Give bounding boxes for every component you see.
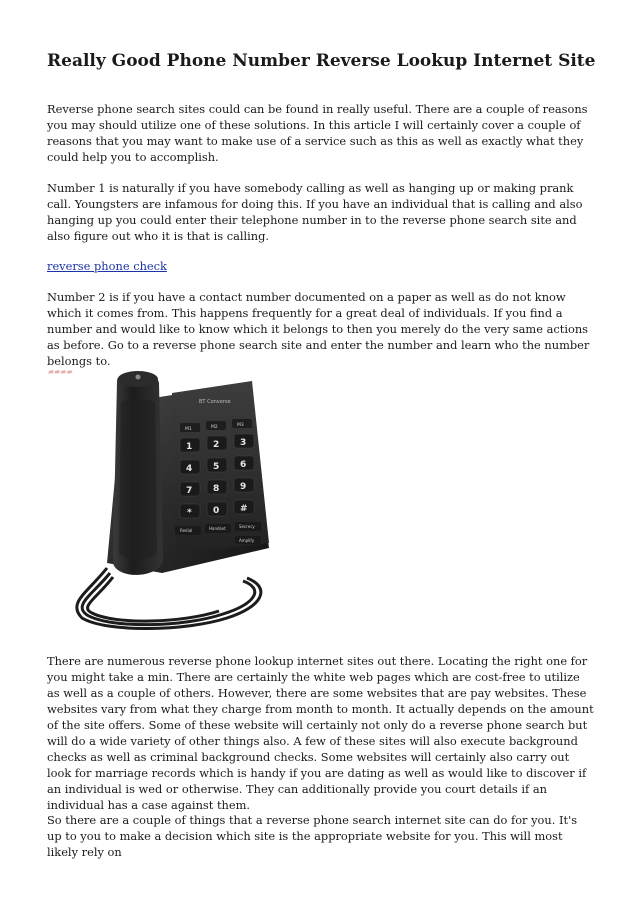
svg-text:Amplify: Amplify <box>239 538 255 543</box>
svg-text:0: 0 <box>213 506 220 516</box>
svg-text:3: 3 <box>240 438 247 448</box>
link-paragraph <box>47 258 595 274</box>
telephone-photo <box>47 363 282 635</box>
brand-label: BT Converse <box>199 399 231 405</box>
paragraph-lookup-sites: There are numerous reverse phone lookup internet sites out there. Locating the right one for you might take a min. There are certainly the white web pages which are cost-free to utilize as well as a couple of others. However, there are some websites that are pay websites. These websites vary from what they charge from month to month. It actually depends on the amount of the site offers. Some of these website will certainly not only do a reverse phone search but will do a wide variety of other things also. A few of these sites will also execute background checks as well as criminal background checks. Some websites will certainly also carry out look for marriage records which is handy if you are dating as well as would like to discover if an individual is wed or otherwise. They can additionally provide you court details if an individual has a case against them. <box>47 654 594 812</box>
svg-text:9: 9 <box>240 482 247 492</box>
paragraph-reason-one: Number 1 is naturally if you have somebody calling as well as hanging up or making prank call. Youngsters are infamous for doing this. If you have an individual that is calling and also hanging up you could enter their telephone number in to the reverse phone search site and also figure out who it is that is calling. <box>47 181 583 243</box>
reverse-phone-check-link[interactable]: reverse phone check <box>47 259 167 273</box>
svg-text:*: * <box>187 508 192 518</box>
svg-text:2: 2 <box>213 440 220 450</box>
svg-text:1: 1 <box>186 442 193 452</box>
paragraph-reason-two: Number 2 is if you have a contact number documented on a paper as well as do not know which it comes from. This happens frequently for a great deal of individuals. If you find a number and would like to know which it belongs to then you merely do the very same actions as before. Go to a reverse phone search site and enter the number and learn who the number belongs to. <box>47 290 590 368</box>
svg-text:Handset: Handset <box>209 526 226 531</box>
paragraph-intro: Reverse phone search sites could can be found in really useful. There are a couple of reasons you may should utilize one of these solutions. In this article I will certainly cover a couple of reasons that you may want to make use of a service such as this as well as exactly what they could help you to accomplish. <box>47 102 588 164</box>
svg-text:M1: M1 <box>185 427 192 432</box>
svg-text:6: 6 <box>240 460 247 470</box>
svg-text:8: 8 <box>213 484 220 494</box>
svg-text:5: 5 <box>213 462 220 472</box>
svg-text:Secrecy: Secrecy <box>239 524 255 529</box>
paragraph-conclusion: So there are a couple of things that a reverse phone search internet site can do for you. It's up to you to make a decision which site is the appropriate website for you. This will most likely rely on <box>47 813 578 859</box>
svg-text:Redial: Redial <box>180 528 193 533</box>
svg-text:7: 7 <box>186 486 193 496</box>
coiled-cord <box>77 568 261 629</box>
page-title: Really Good Phone Number Reverse Lookup Internet Site <box>47 51 596 71</box>
image-watermark: ▰▰▰▰ <box>48 367 73 376</box>
svg-text:M2: M2 <box>211 425 218 430</box>
svg-text:M3: M3 <box>237 423 244 428</box>
svg-text:#: # <box>240 504 248 514</box>
svg-text:4: 4 <box>186 464 193 474</box>
